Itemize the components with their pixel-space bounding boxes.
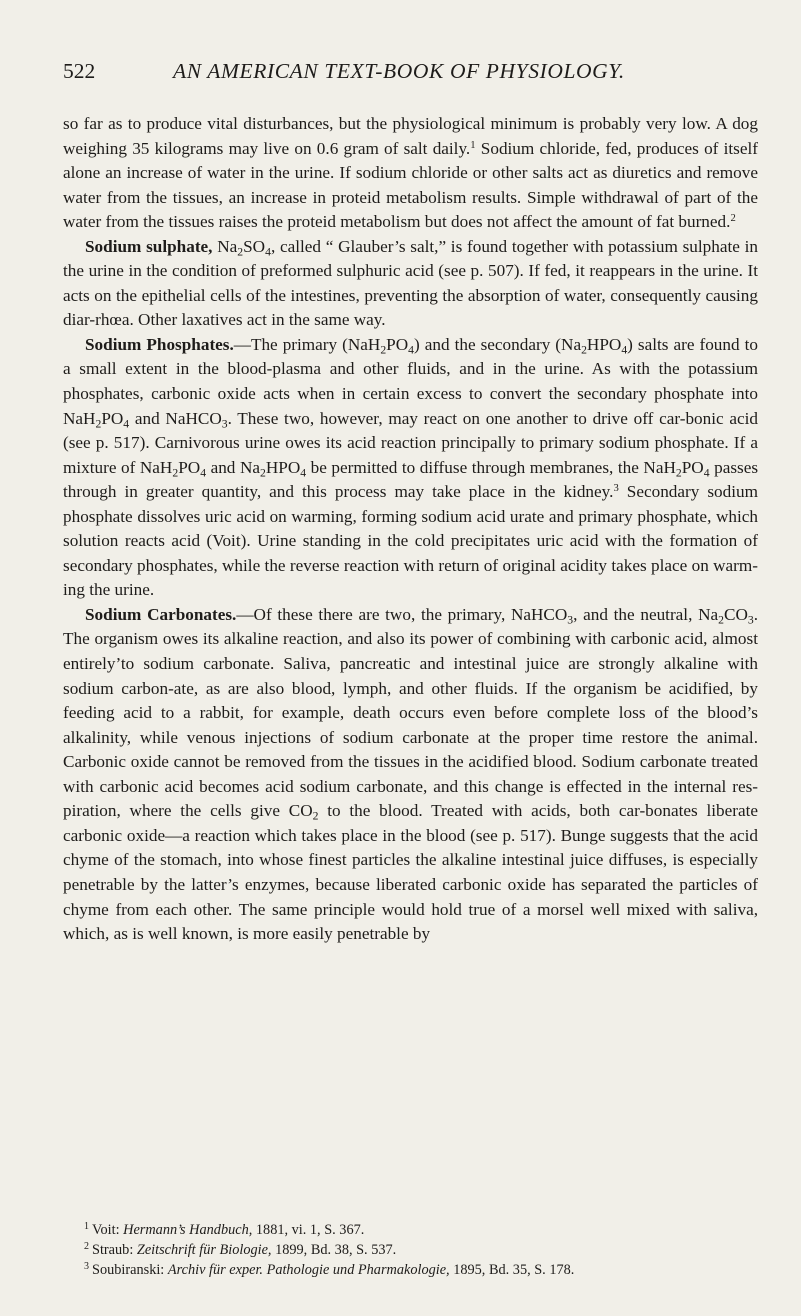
footnote-3: $^3$ Soubiranski: Archiv für exper. Pathologie und Pharmakologie, 1895, Bd. 35, S. 178.	[84, 1261, 575, 1278]
footnote-2: $^2$ Straub: Zeitschrift für Biologie, 1899, Bd. 38, S. 537.	[84, 1241, 397, 1258]
paragraph-salt-minimum: so far as to produce vital disturbances, but the physiological minimum is probably very low. A dog weighing 35 kilograms may live on 0.6 gram of salt daily.$^1$ Sodium chloride, fed, produces of itself alone an increase of water in the urine. If sodium chloride or other salts act as diuretics and remove water from the tissues, an increase in proteid metabolism results. Simple withdrawal of part of the water from the tissues raises the proteid metabolism but does not affect the amount of fat burned.$^2$	[63, 114, 758, 232]
section-heading-sodium-phosphates: Sodium Phosphates.	[85, 334, 234, 354]
paragraph-sodium-phosphates: Sodium Phosphates.—The primary $(NaH_2PO_4)$ and the secondary $(Na_2HPO_4)$ salts are found to a small extent in the blood-plasma and other fluids, and in the urine. As with the potassium phosphates, carbonic oxide acts when in certain excess to convert the secondary phosphate into $NaH_2PO_4$ and NaHCO$_3$. These two, however, may react on one another to drive off car-bonic acid (see p. 517). Carnivorous urine owes its acid reaction principally to primary sodium phosphate. If a mixture of $NaH_2PO_4$ and $Na_2HPO_4$ be permitted to diffuse through membranes, the $NaH_2PO_4$ passes through in greater quantity, and this process may take place in the kidney.$^3$ Secondary sodium phosphate dissolves uric acid on warming, forming sodium acid urate and primary phosphate, which solution reacts acid (Voit). Urine standing in the cold precipitates uric acid with the formation of secondary phosphates, while the reverse reaction with return of original acidity takes place on warm-ing the urine.	[63, 334, 759, 600]
running-head	[63, 56, 758, 86]
footnote-ref-2: 2	[730, 213, 736, 225]
section-heading-sodium-sulphate: Sodium sulphate,	[85, 236, 213, 256]
running-head-title: AN AMERICAN TEXT-BOOK OF PHYSIOLOGY.	[173, 59, 625, 83]
footnote-ref-3: 3	[613, 483, 619, 495]
footnote-ref-1: 1	[470, 139, 476, 151]
footnotes	[63, 1220, 758, 1280]
paragraph-sodium-sulphate: Sodium sulphate, $Na_2SO_4$, called “ Glauber’s salt,” is found together with potassium sulphate in the urine in the condition of preformed sulphuric acid (see p. 507). If fed, it reappears in the urine. It acts on the epithelial cells of the intestines, preventing the absorption of water, consequently causing diar-rhœa. Other laxatives act in the same way.	[63, 236, 758, 330]
footnote-1: $^1$ Voit: Hermann’s Handbuch, 1881, vi. 1, S. 367.	[84, 1221, 365, 1238]
section-heading-sodium-carbonates: Sodium Carbonates.	[85, 604, 237, 624]
paragraph-sodium-carbonates: Sodium Carbonates.—Of these there are two, the primary, NaHCO$_3$, and the neutral, $Na_2CO_3$. The organism owes its alkaline reaction, and also its power of combining with carbonic acid, almost entirely’to sodium carbonate. Saliva, pancreatic and intestinal juice are strongly alkaline with sodium carbon-ate, as are also blood, lymph, and other fluids. If the organism be acidified, by feeding acid to a rabbit, for example, death occurs even before complete loss of the blood’s alkalinity, while venous injections of sodium carbonate at the proper time restore the animal. Carbonic oxide cannot be removed from the tissues in the acidified blood. Sodium carbonate treated with carbonic acid becomes acid sodium carbonate, and this change is effected in the internal res-piration, where the cells give $CO_2$ to the blood. Treated with acids, both car-bonates liberate carbonic oxide—a reaction which takes place in the blood (see p. 517). Bunge suggests that the acid chyme of the stomach, into whose finest particles the alkaline intestinal juice diffuses, is especially penetrable by the latter’s enzymes, because liberated carbonic oxide has separated the particles of chyme from each other. The same principle would hold true of a morsel well mixed with saliva, which, as is well known, is more easily penetrable by	[63, 604, 759, 944]
page-number: 522	[63, 59, 96, 83]
body-text	[63, 112, 758, 947]
